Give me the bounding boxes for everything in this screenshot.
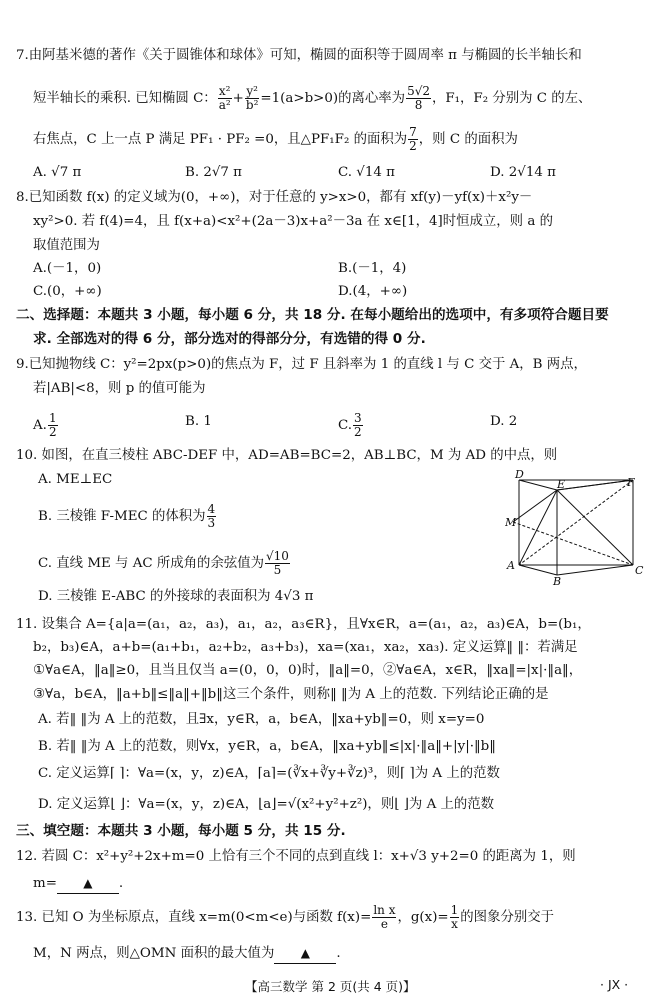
q8-line3: 取值范围为 xyxy=(33,238,100,253)
q12-line1: 12. 若圆 C：x²+y²+2x+m=0 上恰有三个不同的点到直线 l：x+√3 y+2=0 的距离为 1，则 xyxy=(16,849,576,864)
prism-figure xyxy=(505,470,645,585)
q7-text: ，则 C 的面积为 xyxy=(418,132,518,147)
q7-line2 xyxy=(33,85,591,112)
q7-option-c: C. √14 π xyxy=(338,165,395,180)
q10-line1: 10. 如图，在直三棱柱 ABC-DEF 中，AD=AB=BC=2，AB⊥BC，M 为 AD 的中点，则 xyxy=(16,448,558,463)
q11-line4: ③∀a，b∈A，‖a+b‖≤‖a‖+‖b‖这三个条件，则称‖ ‖为 A 上的范数. 下列结论正确的是 xyxy=(33,687,549,702)
page-footer: 【高三数学 第 2 页(共 4 页)】 xyxy=(245,979,416,994)
q9-option-a: A. $\frac{1}{2}$ xyxy=(33,411,57,439)
q11-option-b: B. 若‖ ‖为 A 上的范数，则∀x，y∈R，a，b∈A，‖xa+yb‖≤|x|·‖a‖+|y|·‖b‖ xyxy=(38,739,496,754)
q8-option-c: C.(0，+∞) xyxy=(33,284,102,299)
section-2-header-line2: 求. 全部选对的得 6 分，部分选对的得部分分，有选错的得 0 分. xyxy=(33,331,426,347)
q9-option-d: D. 2 xyxy=(490,414,518,429)
q7-frac-x: $\frac{\text{x²}}{\text{a²}}$ xyxy=(218,84,231,112)
q11-option-d: D. 定义运算⌊ ⌋：∀a=(x，y，z)∈A，⌊a⌋=√(x²+y²+z²)，则⌊ ⌋为 A 上的范数 xyxy=(38,797,495,812)
q7-option-a: A. √7 π xyxy=(33,165,82,180)
q7-text: ，F₁，F₂ 分别为 C 的左、 xyxy=(431,91,592,106)
q7-text: 短半轴长的乘积. 已知椭圆 C： xyxy=(33,91,217,106)
q11-line1: 11. 设集合 A={a|a=(a₁，a₂，a₃)，a₁，a₂，a₃∈R}，且∀x∈R，a=(a₁，a₂，a₃)∈A，b=(b₁， xyxy=(16,617,591,632)
fig-label-f: F xyxy=(627,476,635,489)
q13-line2: M，N 两点，则△OMN 面积的最大值为 ▲ . xyxy=(33,943,341,964)
q7-frac-e: $\frac{5√2}{8}$ xyxy=(407,84,430,112)
fig-label-m: M xyxy=(505,516,517,529)
q9-option-b: B. 1 xyxy=(185,414,212,429)
q7-line1: 7.由阿基米德的著作《关于圆锥体和球体》可知，椭圆的面积等于圆周率 π 与椭圆的长半轴长和 xyxy=(16,48,582,63)
fig-label-b: B xyxy=(553,575,562,585)
footer-code: · JX · xyxy=(600,977,629,992)
q9-line2: 若|AB|<8，则 p 的值可能为 xyxy=(33,381,206,396)
q10-option-c: C. 直线 ME 与 AC 所成角的余弦值为 $\frac{√10}{5}$ xyxy=(38,549,289,577)
q8-option-b: B.(－1，4) xyxy=(338,261,407,276)
section-3-header: 三、填空题：本题共 3 小题，每小题 5 分，共 15 分. xyxy=(16,823,346,839)
q7-text: =1(a>b>0)的离心率为 xyxy=(260,91,406,106)
q7-option-b: B. 2√7 π xyxy=(185,165,242,180)
section-2-header-line1: 二、选择题：本题共 3 小题，每小题 6 分，共 18 分. 在每小题给出的选项中，有多项符合题目要 xyxy=(16,307,609,323)
q10-option-d: D. 三棱锥 E-ABC 的外接球的表面积为 4√3 π xyxy=(38,589,314,604)
fig-label-c: C xyxy=(635,564,644,577)
q9-line1: 9.已知抛物线 C：y²=2px(p>0)的焦点为 F，过 F 且斜率为 1 的直线 l 与 C 交于 A，B 两点， xyxy=(16,357,587,372)
q8-line1: 8.已知函数 f(x) 的定义域为(0，+∞)，对于任意的 y>x>0，都有 xf(y)－yf(x)＋x²y－ xyxy=(16,190,533,205)
q7-option-d: D. 2√14 π xyxy=(490,165,556,180)
q7-frac-y: $\frac{\text{y²}}{\text{b²}}$ xyxy=(245,84,259,112)
q11-option-c: C. 定义运算⌈ ⌉：∀a=(x，y，z)∈A，⌈a⌉=(∛x+∛y+∛z)³，则⌈ ⌉为 A 上的范数 xyxy=(38,766,500,781)
q12-line2: m= ▲ . xyxy=(33,873,123,894)
q13-line1: 13. 已知 O 为坐标原点，直线 x=m(0<m<e)与函数 f(x)= $\frac{\text{ln x}}{e}$ ，g(x)= $\frac{1}{x}$ 的图象分别交于 xyxy=(16,903,555,931)
q11-line2: b₂，b₃)∈A，a+b=(a₁+b₁，a₂+b₂，a₃+b₃)，xa=(xa₁，xa₂，xa₃). 定义运算‖ ‖：若满足 xyxy=(33,640,578,655)
fig-label-d: D xyxy=(515,470,524,481)
q8-option-a: A.(－1，0) xyxy=(33,261,102,276)
q9-option-c: C. $\frac{3}{2}$ xyxy=(338,411,362,439)
q7-frac-s: $\frac{7}{2}$ xyxy=(409,125,417,153)
q7-plus: + xyxy=(232,91,244,106)
q8-option-d: D.(4，+∞) xyxy=(338,284,408,299)
q10-option-a: A. ME⊥EC xyxy=(38,472,113,487)
q7-line3 xyxy=(33,126,518,153)
q11-option-a: A. 若‖ ‖为 A 上的范数，且∃x，y∈R，a，b∈A，‖xa+yb‖=0，则 x=y=0 xyxy=(38,712,485,727)
fig-label-e: E xyxy=(557,478,566,491)
q7-text: 右焦点，C 上一点 P 满足 PF₁ · PF₂ =0，且△PF₁F₂ 的面积为 xyxy=(33,132,408,147)
q13-answer-blank[interactable]: ▲ xyxy=(274,943,336,964)
q8-line2: xy²>0. 若 f(4)=4，且 f(x+a)<x²+(2a－3)x+a²－3a 在 x∈[1，4]时恒成立，则 a 的 xyxy=(33,214,553,229)
q11-line3: ①∀a∈A，‖a‖≥0，且当且仅当 a=(0，0，0)时，‖a‖=0，②∀a∈A，x∈R，‖xa‖=|x|·‖a‖， xyxy=(33,663,583,678)
fig-label-a: A xyxy=(507,559,515,572)
q12-answer-blank[interactable]: ▲ xyxy=(57,873,119,894)
q10-option-b: B. 三棱锥 F-MEC 的体积为 $\frac{4}{3}$ xyxy=(38,502,216,530)
